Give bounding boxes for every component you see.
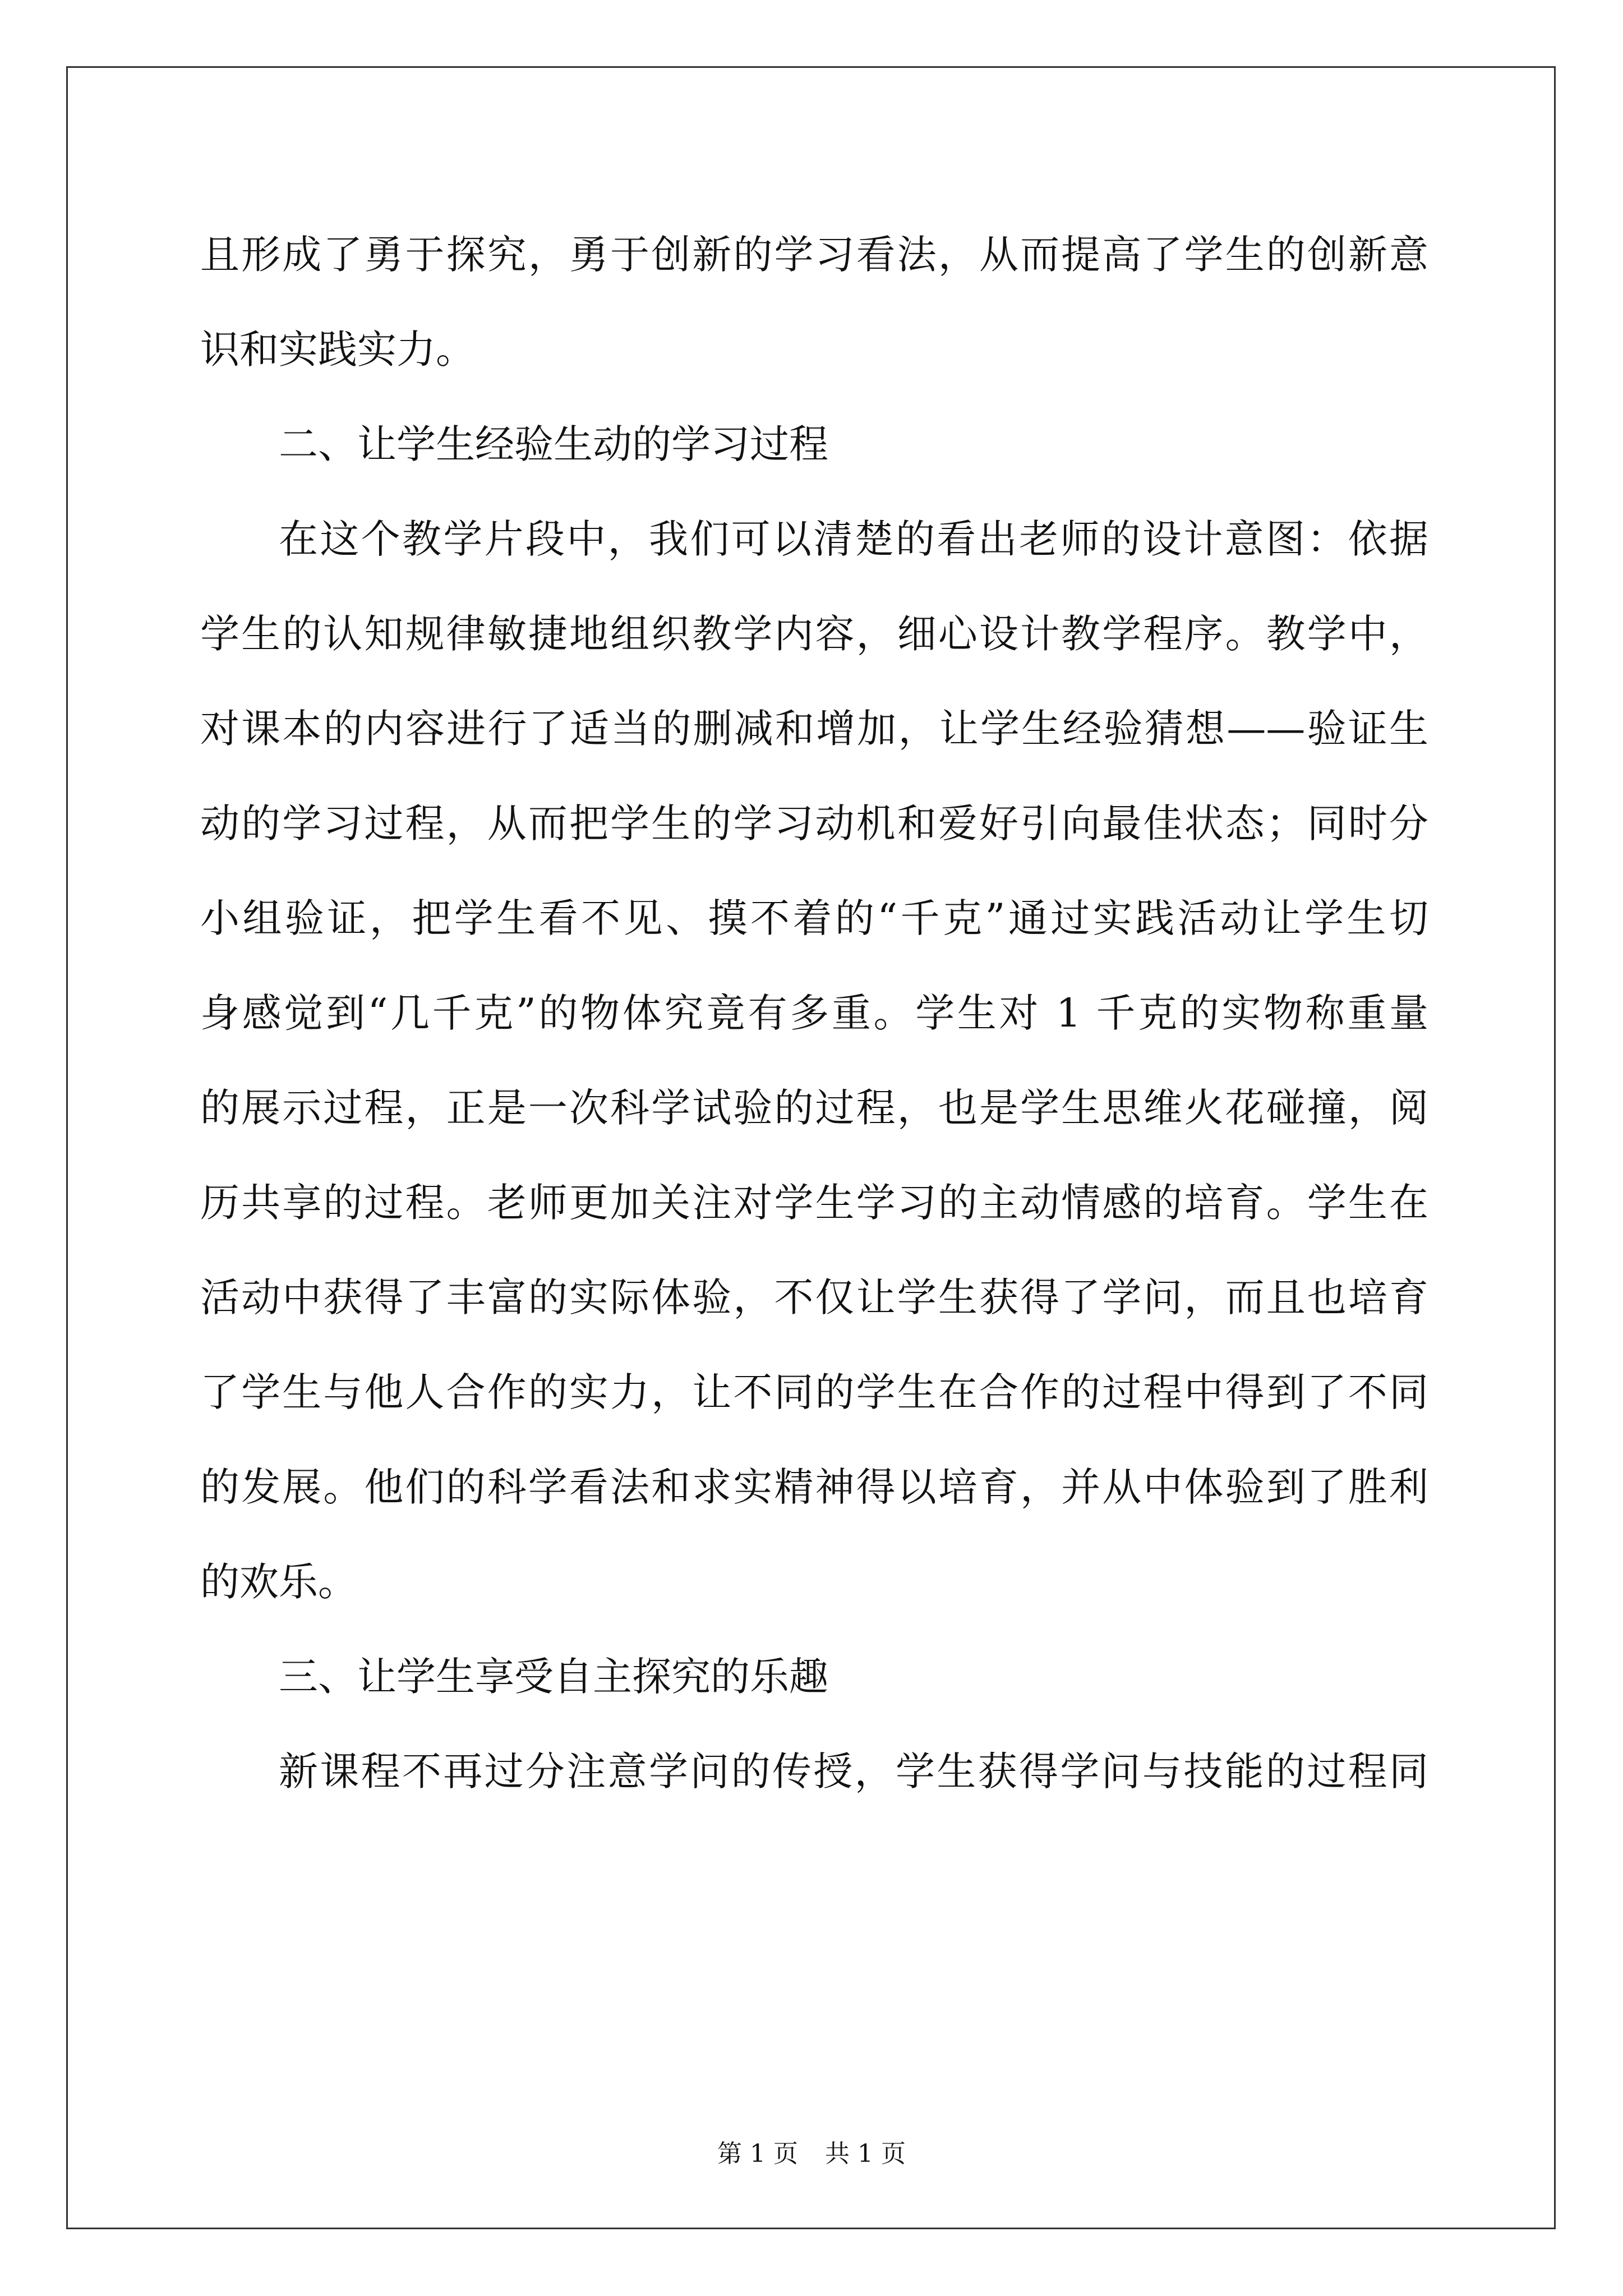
text-line-10: 的展示过程，正是一次科学试验的过程，也是学生思维火花碰撞，阅 [200,1085,1428,1131]
text-line-2: 识和实践实力。 [200,326,475,372]
document-body [200,208,1428,1819]
text-line-9: 身感觉到“几千克”的物体究竟有多重。学生对 1 千克的实物称重量 [200,990,1428,1036]
text-line-17: 新课程不再过分注意学问的传授，学生获得学问与技能的过程同 [279,1749,1428,1795]
text-line-7: 动的学习过程，从而把学生的学习动机和爱好引向最佳状态；同时分 [200,800,1428,846]
text-line-12: 活动中获得了丰富的实际体验，不仅让学生获得了学问，而且也培育 [200,1274,1428,1320]
text-line-6: 对课本的内容进行了适当的删减和增加，让学生经验猜想——验证生 [200,706,1428,752]
text-line-13: 了学生与他人合作的实力，让不同的学生在合作的过程中得到了不同 [200,1369,1428,1415]
text-line-8: 小组验证，把学生看不见、摸不着的“千克”通过实践活动让学生切 [200,895,1428,941]
page-number-current: 第 1 页 [717,2139,798,2168]
page-footer [0,2137,1623,2171]
text-line-4: 在这个教学片段中，我们可以清楚的看出老师的设计意图：依据 [279,516,1428,562]
section-heading-2: 二、让学生经验生动的学习过程 [279,421,828,467]
text-line-5: 学生的认知规律敏捷地组织教学内容，细心设计教学程序。教学中， [200,611,1428,657]
page-number-total: 共 1 页 [825,2139,906,2168]
section-heading-3: 三、让学生享受自主探究的乐趣 [279,1654,828,1700]
text-line-1: 且形成了勇于探究，勇于创新的学习看法，从而提高了学生的创新意 [200,232,1428,278]
text-line-11: 历共享的过程。老师更加关注对学生学习的主动情感的培育。学生在 [200,1180,1428,1226]
text-line-14: 的发展。他们的科学看法和求实精神得以培育，并从中体验到了胜利 [200,1464,1428,1510]
text-line-15: 的欢乐。 [200,1559,357,1605]
